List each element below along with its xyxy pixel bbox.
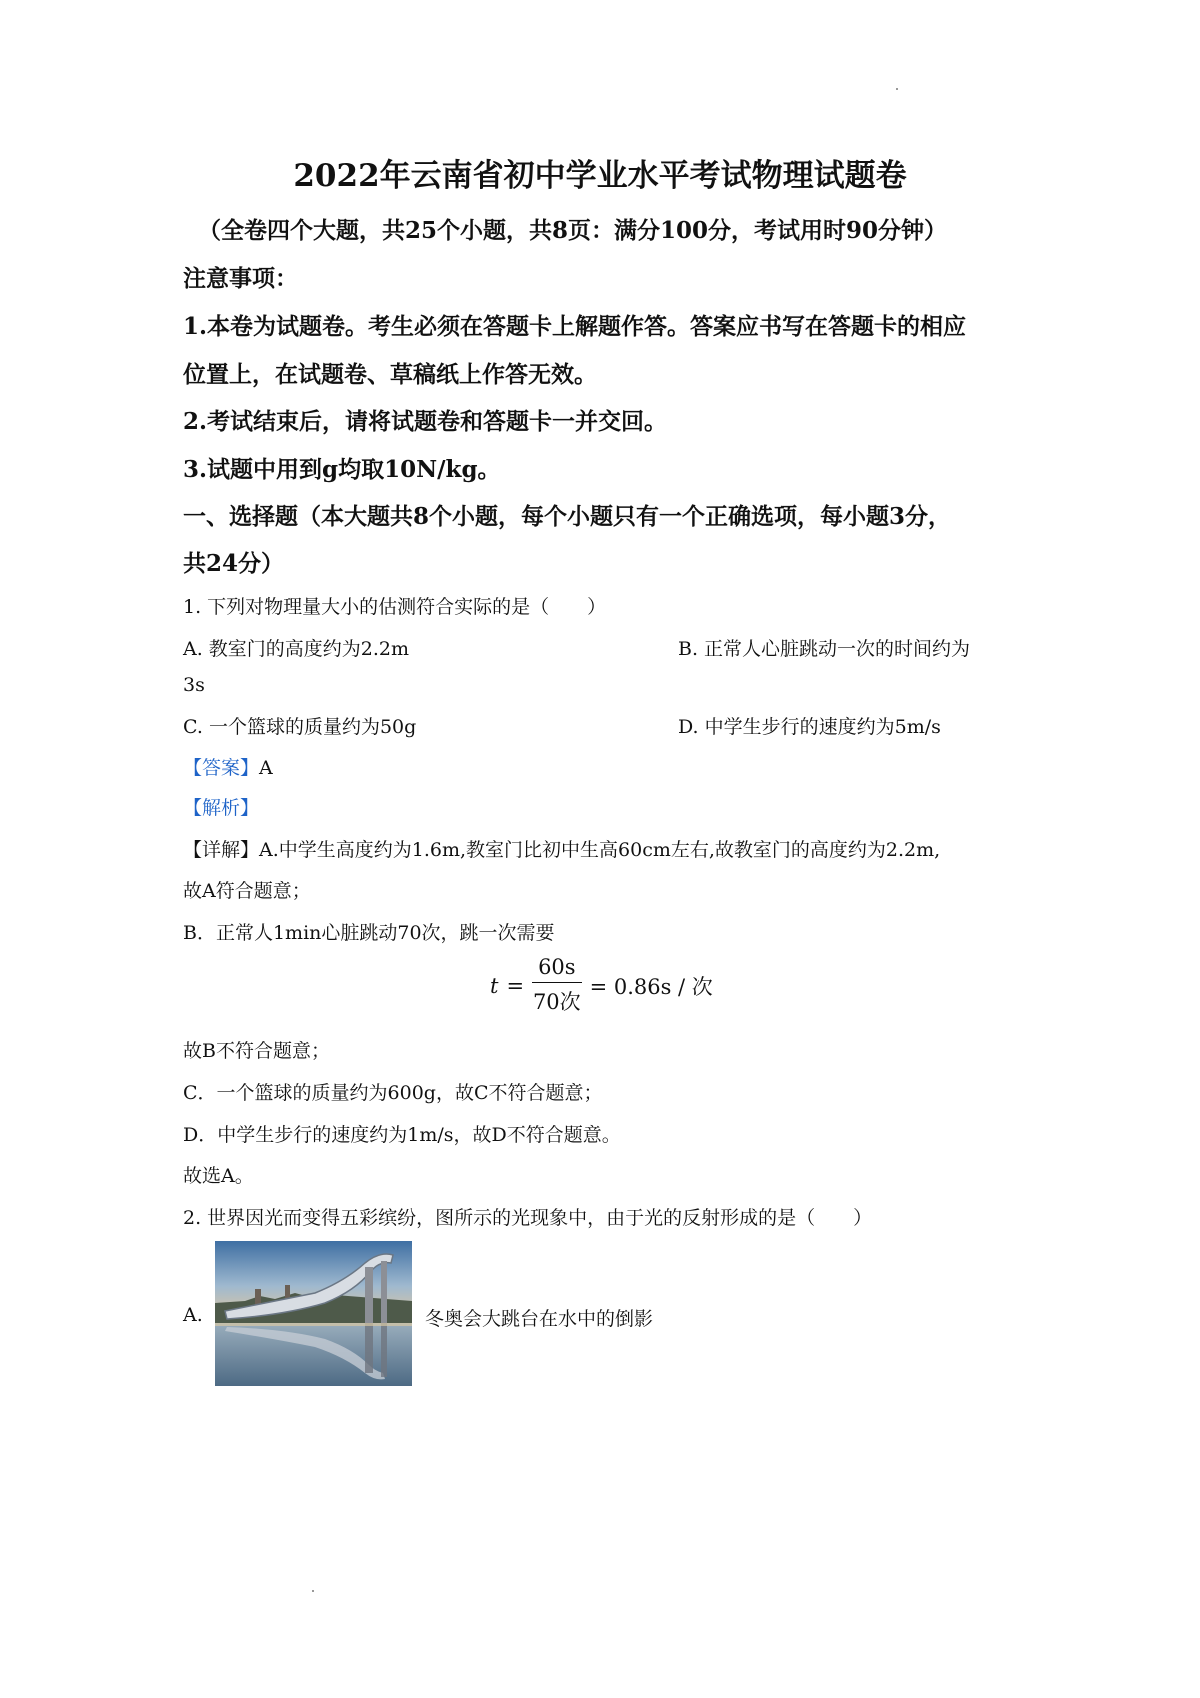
question-2-option-a-label: A.: [183, 1304, 203, 1326]
question-2-stem: 2. 世界因光而变得五彩缤纷，图所示的光现象中，由于光的反射形成的是（ ）: [183, 1207, 873, 1229]
heartbeat-formula: [490, 955, 713, 1016]
note-item-2: 2.考试结束后，请将试题卷和答题卡一并交回。: [183, 408, 668, 435]
detail-option-d: D．中学生步行的速度约为1m/s，故D不符合题意。: [183, 1124, 621, 1146]
question-1-option-a: A. 教室门的高度约为2.2m: [183, 638, 410, 660]
note-item-1-line-2: 位置上，在试题卷、草稿纸上作答无效。: [183, 361, 597, 388]
notes-heading: 注意事项：: [183, 265, 298, 292]
detail-conclusion: 故选A。: [183, 1165, 254, 1187]
question-1-option-b-wrap: 3s: [183, 674, 205, 696]
question-1-option-b: B. 正常人心脏跳动一次的时间约为: [678, 638, 971, 660]
formula-equals: =: [506, 973, 525, 998]
question-1-option-c: C. 一个篮球的质量约为50g: [183, 716, 417, 738]
note-item-1-line-1: 1.本卷为试题卷。考生必须在答题卡上解题作答。答案应书写在答题卡的相应: [183, 313, 967, 340]
question-1-option-d: D. 中学生步行的速度约为5m/s: [678, 716, 941, 738]
detail-option-b: B．正常人1min心脏跳动70次，跳一次需要: [183, 922, 555, 944]
section-heading-line-2: 共24分）: [183, 550, 285, 577]
question-1-stem: 1. 下列对物理量大小的估测符合实际的是（ ）: [183, 596, 607, 618]
note-item-3: 3.试题中用到g均取10N/kg。: [183, 456, 501, 483]
scan-speck: [312, 1590, 314, 1592]
detail-line-1: 【详解】A.中学生高度约为1.6m,教室门比初中生高60cm左右,故教室门的高度约为2.2m,: [183, 839, 941, 861]
ski-jump-reflection-photo: [215, 1241, 412, 1386]
answer-line: [183, 753, 273, 780]
detail-option-c: C．一个篮球的质量约为600g，故C不符合题意；: [183, 1082, 603, 1104]
formula-denominator: 70次: [532, 990, 581, 1014]
question-2-option-a-text: 冬奥会大跳台在水中的倒影: [425, 1308, 654, 1330]
scan-speck: [896, 88, 898, 90]
answer-value: A: [259, 757, 273, 779]
section-heading-line-1: 一、选择题（本大题共8个小题，每个小题只有一个正确选项，每小题3分，: [183, 503, 952, 530]
exam-subtitle: （全卷四个大题，共25个小题，共8页：满分100分，考试用时90分钟）: [198, 217, 948, 244]
formula-numerator: 60s: [532, 955, 582, 983]
formula-variable: t: [490, 973, 499, 998]
document-title: 2022年云南省初中学业水平考试物理试题卷: [293, 158, 907, 194]
formula-fraction: [532, 955, 582, 1016]
detail-option-b-end: 故B不符合题意；: [183, 1040, 330, 1062]
formula-result: = 0.86s / 次: [589, 974, 713, 999]
analysis-tag: 【解析】: [183, 797, 260, 819]
answer-tag: 【答案】: [183, 757, 260, 779]
detail-line-2: 故A符合题意；: [183, 880, 311, 902]
